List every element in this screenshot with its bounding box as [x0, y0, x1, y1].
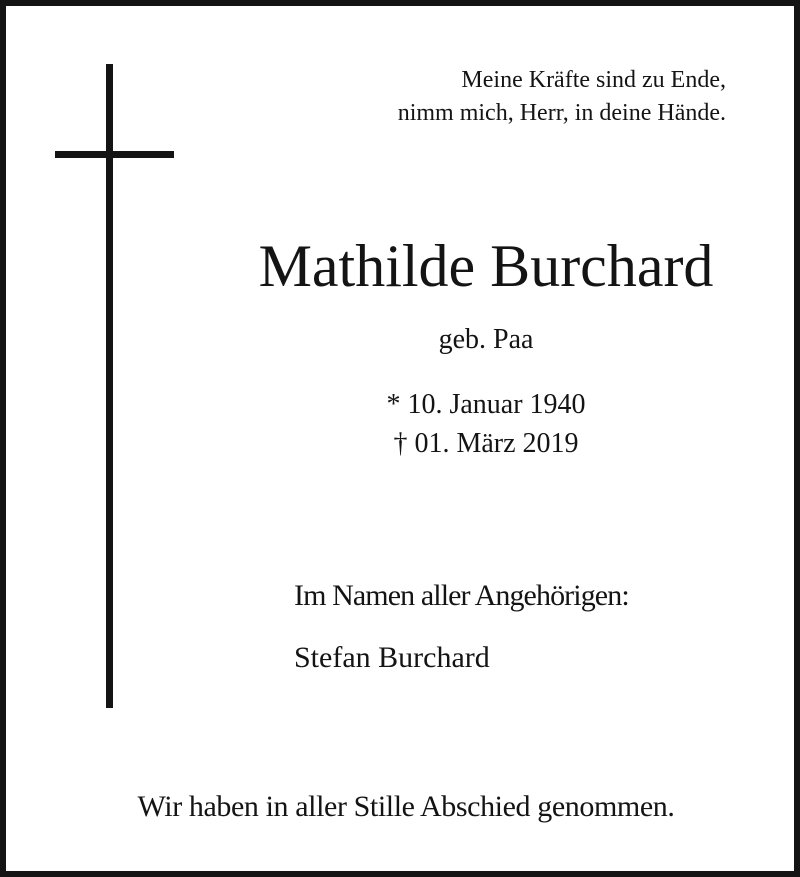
closing-statement: Wir haben in aller Stille Abschied genommen.: [137, 790, 675, 823]
family-signer: Stefan Burchard: [294, 641, 490, 674]
maiden-name: geb. Paa: [438, 324, 534, 355]
verse-line-2: nimm mich, Herr, in deine Hände.: [397, 100, 726, 126]
birth-date: * 10. Januar 1940: [386, 389, 586, 420]
verse-line-1: Meine Kräfte sind zu Ende,: [461, 67, 726, 93]
cross-vertical-bar: [106, 64, 113, 708]
death-date: † 01. März 2019: [393, 428, 579, 459]
deceased-name: Mathilde Burchard: [258, 233, 714, 299]
verse: [306, 64, 726, 130]
cross-horizontal-bar: [55, 151, 174, 158]
family-heading: Im Namen aller Angehörigen:: [294, 579, 629, 612]
